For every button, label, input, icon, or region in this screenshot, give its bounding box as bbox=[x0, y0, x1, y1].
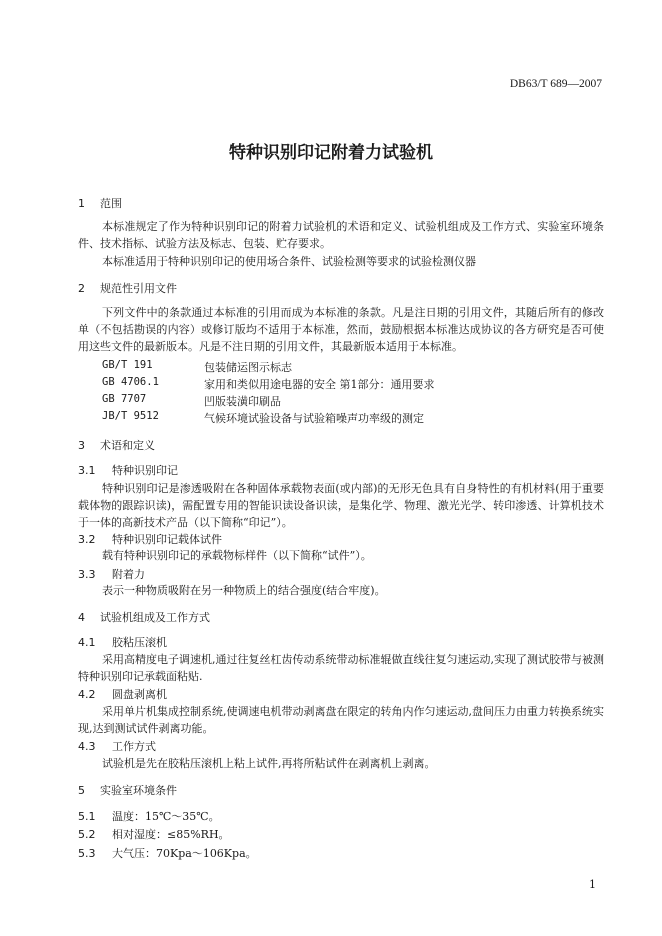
section-title: 规范性引用文件 bbox=[100, 282, 177, 295]
subsection-4-1-heading bbox=[78, 634, 167, 650]
reference-title: 凹版装潢印刷品 bbox=[204, 395, 281, 408]
subsection-title: 工作方式 bbox=[112, 740, 156, 753]
reference-code: GB/T 191 bbox=[102, 359, 153, 371]
item-number: 5.2 bbox=[78, 828, 96, 841]
section-title: 术语和定义 bbox=[100, 439, 155, 452]
section-2-paragraph-1: 下列文件中的条款通过本标准的引用而成为本标准的条款。凡是注日期的引用文件，其随后所有的修改单（不包括勘误的内容）或修订版均不适用于本标准，然而，鼓励根据本标准达成协议的各方研究是否可使用这些文件的最新版本。凡是不注日期的引用文件，其最新版本适用于本标准。 bbox=[78, 306, 604, 353]
subsection-number: 3.2 bbox=[78, 533, 96, 546]
reference-title: 家用和类似用途电器的安全 第1部分：通用要求 bbox=[204, 378, 435, 391]
reference-code: JB/T 9512 bbox=[102, 410, 159, 422]
subsection-4-3-heading bbox=[78, 738, 156, 754]
section-number: 5 bbox=[78, 784, 85, 797]
reference-title: 气候环境试验设备与试验箱噪声功率级的测定 bbox=[204, 412, 424, 425]
subsection-number: 3.3 bbox=[78, 568, 96, 581]
section-number: 2 bbox=[78, 282, 85, 295]
section-1-paragraph-1: 本标准规定了作为特种识别印记的附着力试验机的术语和定义、试验机组成及工作方式、实验室环境条件、技术指标、试验方法及标志、包装、贮存要求。 bbox=[78, 220, 604, 250]
subsection-3-2-paragraph: 载有特种识别印记的承载物标样件（以下简称“试件”）。 bbox=[102, 549, 372, 562]
section-2-heading bbox=[78, 280, 177, 296]
section-1-heading bbox=[78, 195, 122, 211]
subsection-3-1-paragraph: 特种识别印记是渗透吸附在各种固体承载物表面(或内部)的无形无色具有自身特性的有机材料(用于重要载体物的跟踪识读)，需配置专用的智能识读设备识读，是集化学、物理、激光光学、转印渗透、计算机技术于一体的高新技术产品（以下简称“印记”）。 bbox=[78, 482, 604, 529]
item-text: 温度：15℃～35℃。 bbox=[112, 810, 220, 823]
subsection-3-2-heading bbox=[78, 531, 222, 547]
subsection-title: 圆盘剥离机 bbox=[112, 688, 167, 701]
section-title: 范围 bbox=[100, 197, 122, 210]
section-number: 3 bbox=[78, 439, 85, 452]
item-number: 5.1 bbox=[78, 810, 96, 823]
subsection-number: 4.1 bbox=[78, 636, 96, 649]
subsection-title: 特种识别印记 bbox=[112, 464, 178, 477]
subsection-number: 3.1 bbox=[78, 464, 96, 477]
section-number: 1 bbox=[78, 197, 85, 210]
section-5-heading bbox=[78, 782, 177, 798]
section-title: 试验机组成及工作方式 bbox=[100, 611, 210, 624]
subsection-number: 4.2 bbox=[78, 688, 96, 701]
item-text: 相对湿度：≤85%RH。 bbox=[112, 828, 230, 841]
reference-code: GB 4706.1 bbox=[102, 376, 159, 388]
subsection-4-2-heading bbox=[78, 686, 167, 702]
condition-item bbox=[78, 808, 220, 824]
subsection-4-1-paragraph: 采用高精度电子调速机,通过往复丝杠齿传动系统带动标准辊做直线往复匀速运动,实现了测试胶带与被测特种识别印记承载面粘贴. bbox=[78, 653, 604, 683]
subsection-3-3-paragraph: 表示一种物质吸附在另一种物质上的结合强度(结合牢度)。 bbox=[102, 584, 386, 597]
subsection-4-3-paragraph: 试验机是先在胶粘压滚机上粘上试件,再将所粘试件在剥离机上剥离。 bbox=[102, 757, 436, 770]
item-number: 5.3 bbox=[78, 847, 96, 860]
item-text: 大气压：70Kpa～106Kpa。 bbox=[112, 847, 257, 860]
condition-item bbox=[78, 845, 257, 861]
section-1-paragraph-2: 本标准适用于特种识别印记的使用场合条件、试验检测等要求的试验检测仪器 bbox=[102, 255, 476, 268]
subsection-number: 4.3 bbox=[78, 740, 96, 753]
section-3-heading bbox=[78, 437, 155, 453]
subsection-title: 附着力 bbox=[112, 568, 145, 581]
standard-number: DB63/T 689—2007 bbox=[509, 78, 602, 90]
subsection-title: 胶粘压滚机 bbox=[112, 636, 167, 649]
section-4-heading bbox=[78, 609, 210, 625]
condition-item bbox=[78, 826, 230, 842]
reference-title: 包装储运图示标志 bbox=[204, 361, 292, 374]
section-number: 4 bbox=[78, 611, 85, 624]
section-title: 实验室环境条件 bbox=[100, 784, 177, 797]
subsection-3-3-heading bbox=[78, 566, 145, 582]
document-title: 特种识别印记附着力试验机 bbox=[229, 143, 433, 163]
subsection-3-1-heading bbox=[78, 462, 178, 478]
page-number: 1 bbox=[589, 878, 596, 891]
reference-code: GB 7707 bbox=[102, 393, 147, 405]
subsection-title: 特种识别印记载体试件 bbox=[112, 533, 222, 546]
subsection-4-2-paragraph: 采用单片机集成控制系统,使调速电机带动剥离盘在限定的转角内作匀速运动,盘间压力由重力转换系统实现,达到测试试件剥离功能。 bbox=[78, 705, 604, 735]
